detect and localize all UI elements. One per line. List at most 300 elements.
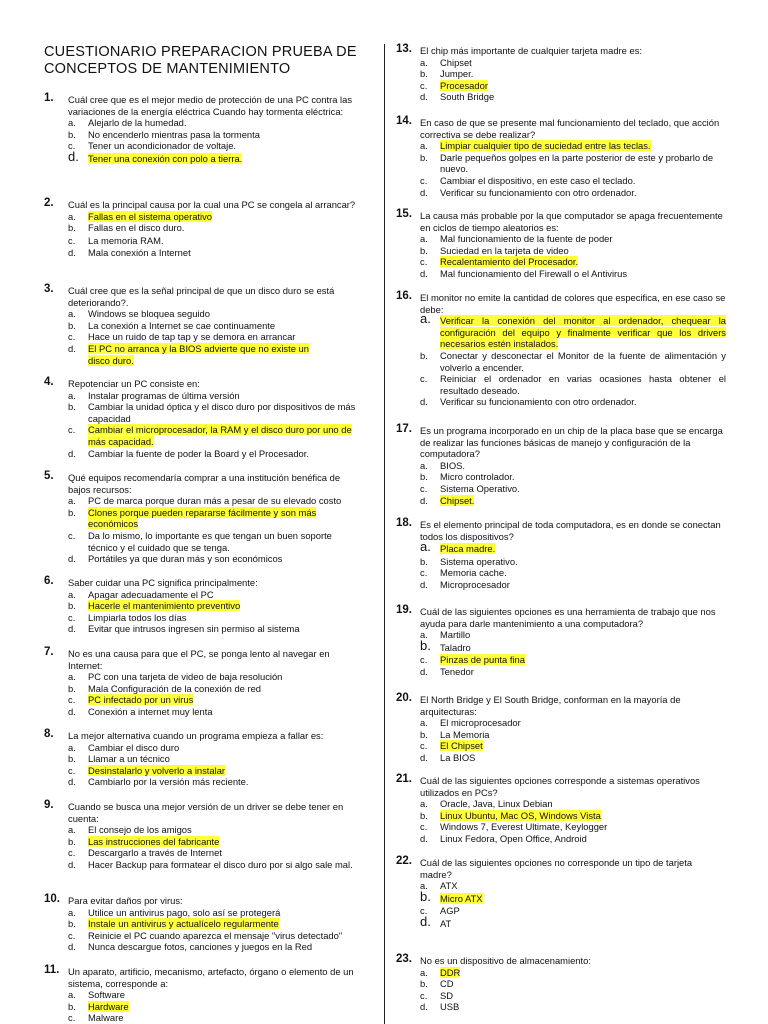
options-list <box>396 967 726 1013</box>
option-letter: a. <box>420 539 431 555</box>
question-20 <box>396 694 726 764</box>
option-d <box>68 247 362 259</box>
option-letter: b. <box>420 555 428 567</box>
question-number: 4. <box>44 376 54 388</box>
text: Sistema Operativo. <box>440 482 520 494</box>
option-letter: b. <box>68 600 76 612</box>
option-c <box>68 930 370 942</box>
option-c <box>420 483 726 495</box>
question-number: 14. <box>396 115 412 127</box>
option-letter: a. <box>420 233 428 245</box>
option-letter: b. <box>420 888 431 904</box>
highlighted-answer: Fallas en el sistema operativo <box>88 210 213 222</box>
option-a <box>68 742 362 754</box>
option-letter: a. <box>420 459 428 471</box>
text: Tener un acondicionador de voltaje. <box>88 140 237 152</box>
option-letter: a. <box>420 966 428 978</box>
highlighted-answer: Hardware <box>88 1000 129 1012</box>
options-list <box>44 989 362 1024</box>
question-number: 13. <box>396 43 412 55</box>
highlighted-answer: El Chipset <box>440 740 483 752</box>
option-c <box>420 821 726 833</box>
option-letter: d. <box>68 342 76 354</box>
option-c <box>420 905 726 917</box>
text: La Memoria <box>440 728 490 740</box>
options-list <box>44 671 362 717</box>
question-number: 21. <box>396 773 412 785</box>
options-list <box>44 907 370 953</box>
option-letter: d. <box>420 913 431 929</box>
option-letter: b. <box>420 637 431 653</box>
option-letter: b. <box>420 244 428 256</box>
question-number: 17. <box>396 423 412 435</box>
option-a <box>68 390 362 402</box>
option-letter: d. <box>420 751 428 763</box>
question-number: 8. <box>44 728 54 740</box>
option-letter: a. <box>68 906 76 918</box>
option-letter: b. <box>420 471 428 483</box>
option-a <box>420 717 726 729</box>
text: Linux Fedora, Open Office, Android <box>440 832 587 844</box>
highlighted-answer: Recalentamiento del Procesador. <box>440 256 579 268</box>
options-list <box>396 539 726 590</box>
text: South Bridge <box>440 91 495 103</box>
option-letter: a. <box>420 629 428 641</box>
option-letter: a. <box>68 389 76 401</box>
option-letter: a. <box>420 140 428 152</box>
text: CD <box>440 978 454 990</box>
question-stem <box>44 577 362 589</box>
options-list <box>396 233 726 279</box>
question-number: 20. <box>396 692 412 704</box>
page-title: CUESTIONARIO PREPARACION PRUEBA DE CONCEPTOS DE MANTENIMIENTO <box>44 44 357 77</box>
question-number: 9. <box>44 799 54 811</box>
question-19 <box>396 606 726 677</box>
option-a <box>68 495 362 507</box>
option-a <box>420 539 726 556</box>
options-list <box>396 140 726 198</box>
text: Martillo <box>440 629 471 641</box>
options-list <box>396 629 726 677</box>
question-8 <box>44 730 362 788</box>
option-letter: b. <box>68 506 76 518</box>
text: Mala Configuración de la conexión de red <box>88 682 262 694</box>
text: Windows 7, Everest Ultimate, Keylogger <box>440 821 608 833</box>
option-letter: a. <box>68 308 76 320</box>
option-c <box>420 175 726 187</box>
option-letter: d. <box>68 623 76 635</box>
question-stem <box>44 966 362 989</box>
option-d <box>68 448 362 460</box>
option-letter: b. <box>68 401 76 413</box>
option-b <box>68 222 362 234</box>
text: No es un dispositivo de almacenamiento: <box>420 955 591 966</box>
option-letter: c. <box>68 529 76 541</box>
option-c <box>68 140 362 152</box>
question-1 <box>44 94 362 165</box>
option-letter: c. <box>68 140 76 152</box>
text: Conectar y desconectar el Monitor de la fuente de alimentación y volverlo a encender. <box>440 349 726 373</box>
text: Mala conexión a Internet <box>88 247 191 259</box>
option-letter: b. <box>420 151 428 163</box>
option-b <box>68 320 362 332</box>
text: El microprocesador <box>440 717 521 729</box>
question-number: 15. <box>396 208 412 220</box>
option-a <box>420 233 726 245</box>
option-letter: a. <box>420 798 428 810</box>
option-d <box>420 495 726 507</box>
highlighted-answer: Micro ATX <box>440 892 483 904</box>
option-c <box>420 990 726 1002</box>
highlighted-answer: El PC no arranca y la BIOS advierte que no existe un disco duro. <box>88 342 309 366</box>
options-list <box>44 390 362 460</box>
option-letter: c. <box>420 989 428 1001</box>
question-number: 6. <box>44 575 54 587</box>
option-letter: a. <box>68 117 76 129</box>
text: Da lo mismo, lo importante es que tengan un buen soporte técnico y el cuidado que se tenga. <box>88 529 332 553</box>
option-letter: d. <box>68 553 76 565</box>
question-stem <box>44 648 362 671</box>
text: Software <box>88 989 125 1001</box>
text: Mal funcionamiento de la fuente de poder <box>440 233 613 245</box>
option-letter: a. <box>68 588 76 600</box>
text: La memoria RAM. <box>88 234 164 246</box>
question-stem <box>396 606 726 629</box>
text: Darle pequeños golpes en la parte posterior de este y probarlo de nuevo. <box>440 151 714 175</box>
option-b <box>420 729 726 741</box>
option-a <box>420 460 726 472</box>
text: Memoria cache. <box>440 567 507 579</box>
option-c <box>420 567 726 579</box>
option-d <box>68 706 362 718</box>
question-stem <box>396 519 726 542</box>
text: Un aparato, artificio, mecanismo, artefacto, órgano o elemento de un sistema, corresponde a: <box>68 966 354 989</box>
option-d <box>420 91 726 103</box>
highlighted-answer: Desinstalarlo y volverlo a instalar <box>88 764 226 776</box>
question-number: 5. <box>44 470 54 482</box>
question-stem <box>44 472 362 495</box>
text: Suciedad en la tarjeta de video <box>440 244 569 256</box>
option-a <box>68 589 362 601</box>
question-stem <box>396 694 726 717</box>
option-c <box>68 234 362 248</box>
option-a <box>68 308 362 320</box>
question-18 <box>396 519 726 590</box>
option-c <box>68 765 362 777</box>
option-d <box>420 187 726 199</box>
question-number: 3. <box>44 283 54 295</box>
question-6 <box>44 577 362 635</box>
question-14 <box>396 117 726 198</box>
highlighted-answer: Procesador <box>440 79 488 91</box>
option-b <box>420 556 726 568</box>
option-c <box>420 654 726 666</box>
text: BIOS. <box>440 459 466 471</box>
highlighted-answer: DDR <box>440 966 461 978</box>
text: ATX <box>440 880 458 892</box>
text: PC de marca porque duran más a pesar de su elevado costo <box>88 495 342 507</box>
highlighted-answer: Instale un antivirus y actualícelo regularmente <box>88 918 279 930</box>
options-list <box>44 742 362 788</box>
question-stem <box>396 210 726 233</box>
options-list <box>44 211 362 259</box>
option-d <box>420 268 726 280</box>
highlighted-answer: Limpiar cualquier tipo de suciedad entre las teclas. <box>440 140 651 152</box>
text: Conexión a internet muy lenta <box>88 705 213 717</box>
option-letter: b. <box>68 1000 76 1012</box>
option-d <box>420 579 726 591</box>
option-letter: c. <box>420 256 428 268</box>
option-letter: c. <box>420 482 428 494</box>
options-list <box>396 460 726 506</box>
text: Oracle, Java, Linux Debian <box>440 798 553 810</box>
option-letter: c. <box>68 764 76 776</box>
option-b <box>420 637 726 655</box>
text: Apagar adecuadamente el PC <box>88 588 214 600</box>
option-c <box>420 740 726 752</box>
option-letter: b. <box>68 222 76 234</box>
option-d <box>68 148 362 166</box>
option-b <box>420 152 726 175</box>
text: SD <box>440 989 454 1001</box>
option-a <box>68 824 362 836</box>
text: Cuál de las siguientes opciones es una herramienta de trabajo que nos ayuda para darle mantenimiento a una computadora? <box>420 606 716 629</box>
option-a <box>68 211 362 223</box>
options-list <box>396 717 726 763</box>
option-letter: d. <box>420 494 428 506</box>
text: Cuando se busca una mejor versión de un driver se debe tener en cuenta: <box>68 801 344 824</box>
text: Microprocesador <box>440 578 510 590</box>
text: Descargarlo a través de Internet <box>88 847 222 859</box>
option-letter: d. <box>420 267 428 279</box>
question-9 <box>44 801 362 871</box>
option-letter: a. <box>420 880 428 892</box>
option-letter: c. <box>420 567 428 579</box>
text: Llamar a un técnico <box>88 753 170 765</box>
options-list <box>44 308 362 366</box>
question-stem <box>44 378 362 390</box>
options-list <box>396 798 726 844</box>
option-letter: d. <box>420 665 428 677</box>
option-a <box>420 629 726 641</box>
option-d <box>420 666 726 678</box>
text: El consejo de los amigos <box>88 824 192 836</box>
text: Reiniciar el ordenador en varias ocasiones hasta obtener el resultado deseado. <box>440 373 726 396</box>
text: PC con una tarjeta de video de baja resolución <box>88 671 283 683</box>
option-letter: b. <box>420 728 428 740</box>
option-letter: c. <box>68 929 76 941</box>
option-b <box>68 600 362 612</box>
option-b <box>420 245 726 257</box>
highlighted-answer: Placa madre. <box>440 543 496 555</box>
option-letter: c. <box>420 174 428 186</box>
option-letter: a. <box>68 671 76 683</box>
option-letter: c. <box>68 847 76 859</box>
option-d <box>68 623 362 635</box>
option-letter: c. <box>420 905 428 917</box>
option-c <box>420 80 726 92</box>
text: El monitor no emite la cantidad de colores que especifica, en ese caso se debe: <box>420 292 726 315</box>
question-stem <box>44 285 362 308</box>
option-letter: b. <box>68 753 76 765</box>
option-letter: d. <box>68 858 76 870</box>
text: Cambiarlo por la versión más reciente. <box>88 776 249 788</box>
option-c <box>420 256 726 268</box>
option-b <box>420 888 726 906</box>
question-number: 7. <box>44 646 54 658</box>
text: Cuál cree que es la señal principal de que un disco duro se está deteriorando?. <box>68 285 335 308</box>
text: Mal funcionamiento del Firewall o el Antivirus <box>440 267 628 279</box>
question-17 <box>396 425 726 506</box>
text: No es una causa para que el PC, se ponga lento al navegar en Internet: <box>68 648 330 671</box>
question-number: 23. <box>396 953 412 965</box>
option-letter: d. <box>420 91 428 103</box>
options-list <box>396 311 726 408</box>
option-b <box>68 1001 362 1013</box>
question-stem <box>396 292 726 315</box>
option-letter: d. <box>68 247 76 259</box>
option-c <box>68 694 362 706</box>
question-stem <box>396 775 726 798</box>
option-d <box>68 859 362 871</box>
option-a <box>420 967 726 979</box>
option-b <box>68 129 362 141</box>
option-b <box>68 753 362 765</box>
option-a <box>68 671 362 683</box>
question-stem <box>44 730 362 742</box>
question-number: 22. <box>396 855 412 867</box>
question-number: 18. <box>396 517 412 529</box>
question-stem <box>396 955 726 967</box>
question-number: 16. <box>396 290 412 302</box>
option-letter: d. <box>420 1001 428 1013</box>
option-letter: a. <box>68 741 76 753</box>
option-letter: c. <box>68 424 76 436</box>
option-c <box>68 847 362 859</box>
option-a <box>68 989 362 1001</box>
option-letter: b. <box>68 682 76 694</box>
highlighted-answer: PC infectado por un virus <box>88 694 194 706</box>
option-letter: a. <box>68 989 76 1001</box>
highlighted-answer: Linux Ubuntu, Mac OS, Windows Vista <box>440 809 601 821</box>
options-list <box>44 117 362 165</box>
options-list <box>44 824 362 870</box>
option-letter: d. <box>68 447 76 459</box>
option-a <box>420 311 726 350</box>
option-letter: b. <box>68 835 76 847</box>
option-b <box>420 810 726 822</box>
option-letter: d. <box>420 186 428 198</box>
question-16 <box>396 292 726 408</box>
option-letter: c. <box>420 740 428 752</box>
text: Utilice un antivirus pago, solo así se protegerá <box>88 906 281 918</box>
question-13 <box>396 45 726 103</box>
text: Verificar su funcionamiento con otro ordenador. <box>440 186 637 198</box>
question-7 <box>44 648 362 718</box>
option-letter: b. <box>68 918 76 930</box>
option-letter: a. <box>68 495 76 507</box>
text: Hace un ruido de tap tap y se demora en arrancar <box>88 331 296 343</box>
option-c <box>420 373 726 396</box>
option-d <box>420 752 726 764</box>
option-letter: c. <box>68 1012 76 1024</box>
option-letter: d. <box>68 776 76 788</box>
text: Cambiar la fuente de poder la Board y el Procesador. <box>88 447 309 459</box>
text: Jumper. <box>440 68 474 80</box>
option-letter: b. <box>420 349 428 361</box>
question-stem <box>396 857 726 880</box>
question-11 <box>44 966 362 1024</box>
text: Cuál de las siguientes opciones no corresponde un tipo de tarjeta madre? <box>420 857 693 880</box>
text: Hacer Backup para formatear el disco duro por si algo sale mal. <box>88 858 353 870</box>
text: Instalar programas de última versión <box>88 389 240 401</box>
option-d <box>420 913 726 931</box>
question-23 <box>396 955 726 1013</box>
text: Qué equipos recomendaría comprar a una institución benéfica de bajos recursos: <box>68 472 341 495</box>
text: Micro controlador. <box>440 471 515 483</box>
question-number: 1. <box>44 92 54 104</box>
option-d <box>68 343 362 366</box>
text: Sistema operativo. <box>440 555 518 567</box>
highlighted-answer: Chipset. <box>440 494 475 506</box>
text: Reinicie el PC cuando aparezca el mensaje "virus detectado" <box>88 929 343 941</box>
option-b <box>420 978 726 990</box>
option-c <box>68 612 362 624</box>
option-b <box>68 918 370 930</box>
option-c <box>68 424 362 447</box>
text: El chip más importante de cualquier tarjeta madre es: <box>420 45 642 56</box>
text: Cuál de las siguientes opciones corresponde a sistemas operativos utilizados en PCs? <box>420 775 700 798</box>
option-letter: c. <box>420 79 428 91</box>
option-c <box>68 331 362 343</box>
option-letter: a. <box>420 717 428 729</box>
option-letter: a. <box>68 210 76 222</box>
question-stem <box>44 94 362 117</box>
option-letter: c. <box>68 234 76 246</box>
option-b <box>68 683 362 695</box>
question-2 <box>44 199 362 259</box>
question-4 <box>44 378 362 459</box>
option-a <box>420 57 726 69</box>
text: Verificar su funcionamiento con otro ordenador. <box>440 396 637 408</box>
text: Limpiarla todos los días <box>88 611 187 623</box>
option-d <box>420 396 726 408</box>
option-d <box>420 1001 726 1013</box>
option-b <box>68 507 362 530</box>
option-letter: d. <box>68 705 76 717</box>
highlighted-answer: Cambiar el microprocesador, la RAM y el disco duro por uno de más capacidad. <box>88 424 352 447</box>
option-a <box>68 117 362 129</box>
question-stem <box>44 801 362 824</box>
option-letter: d. <box>420 578 428 590</box>
text: Taladro <box>440 641 471 653</box>
option-letter: c. <box>420 821 428 833</box>
option-letter: a. <box>420 311 431 327</box>
option-b <box>68 401 362 424</box>
text: Tenedor <box>440 665 474 677</box>
question-stem <box>396 117 726 140</box>
text: Nunca descargue fotos, canciones y juegos en la Red <box>88 941 313 953</box>
question-number: 10. <box>44 893 60 905</box>
text: Cambiar el disco duro <box>88 741 180 753</box>
option-letter: b. <box>420 809 428 821</box>
option-letter: d. <box>68 941 76 953</box>
options-list <box>396 880 726 930</box>
question-5 <box>44 472 362 565</box>
question-number: 2. <box>44 197 54 209</box>
option-a <box>420 140 726 152</box>
option-letter: a. <box>68 824 76 836</box>
